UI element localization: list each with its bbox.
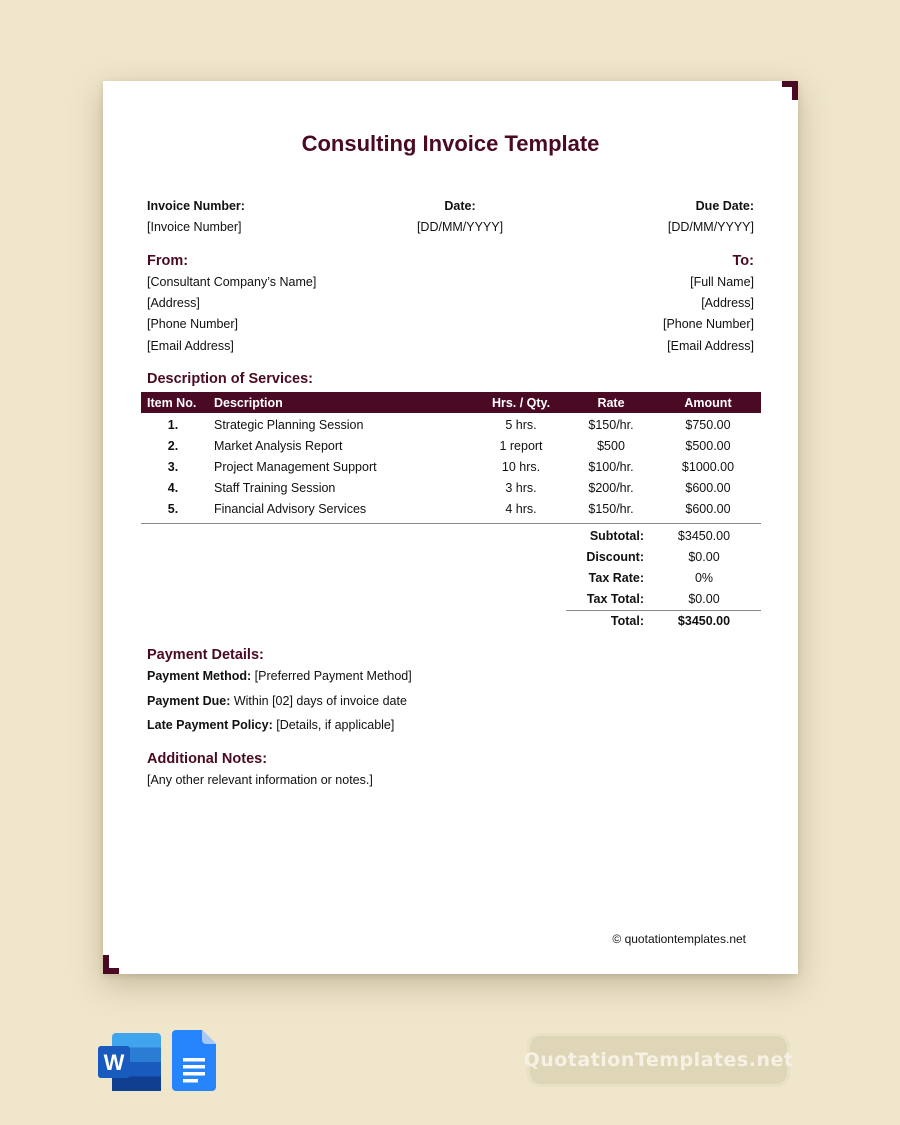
to-email: [Email Address]	[667, 339, 754, 353]
table-row	[141, 478, 761, 499]
from-heading: From:	[147, 253, 189, 269]
discount-value: $0.00	[688, 550, 720, 564]
item-rate: $150/hr.	[588, 418, 634, 432]
item-amount: $500.00	[685, 439, 731, 453]
subtotal-row	[566, 526, 761, 547]
payment-due-prefix: Within	[233, 694, 269, 708]
payment-due-days: [02]	[272, 694, 293, 708]
payment-method-label: Payment Method:	[147, 669, 252, 683]
brand-badge: QuotationTemplates.net	[527, 1033, 790, 1087]
item-description: Market Analysis Report	[214, 439, 343, 453]
subtotal-value: $3450.00	[677, 529, 731, 543]
tax-rate-label: Tax Rate:	[588, 571, 644, 585]
tax-total-row	[566, 589, 761, 610]
table-row	[141, 415, 761, 436]
tax-rate-value: 0%	[694, 571, 714, 585]
notes-text: [Any other relevant information or notes.]	[147, 773, 373, 787]
google-docs-icon[interactable]	[172, 1030, 216, 1091]
invoice-number-value: [Invoice Number]	[147, 220, 242, 234]
table-row	[141, 499, 761, 520]
services-heading: Description of Services:	[147, 371, 313, 387]
item-qty: 1 report	[499, 439, 543, 453]
header-description: Description	[214, 396, 283, 410]
header-item-no: Item No.	[147, 396, 197, 410]
item-amount: $600.00	[685, 481, 731, 495]
item-qty: 4 hrs.	[505, 502, 537, 516]
from-company-name: [Consultant Company’s Name]	[147, 275, 317, 289]
item-qty: 5 hrs.	[505, 418, 537, 432]
table-row	[141, 436, 761, 457]
payment-method-value: [Preferred Payment Method]	[254, 669, 412, 683]
date-label: Date:	[444, 199, 476, 213]
due-date-label: Due Date:	[695, 199, 754, 213]
late-policy-line	[147, 718, 394, 732]
to-address: [Address]	[701, 296, 754, 310]
due-date-value: [DD/MM/YYYY]	[667, 220, 754, 234]
notes-heading: Additional Notes:	[147, 751, 268, 767]
item-description: Financial Advisory Services	[214, 502, 367, 516]
to-full-name: [Full Name]	[690, 275, 754, 289]
tax-total-label: Tax Total:	[586, 592, 644, 606]
corner-ornament-top-right	[782, 81, 798, 100]
total-row	[566, 611, 761, 632]
item-description: Project Management Support	[214, 460, 377, 474]
item-amount: $600.00	[685, 502, 731, 516]
item-rate: $100/hr.	[588, 460, 634, 474]
invoice-number-label: Invoice Number:	[147, 199, 245, 213]
discount-label: Discount:	[586, 550, 644, 564]
payment-due-suffix: days of invoice date	[296, 694, 407, 708]
item-number: 3.	[167, 460, 179, 474]
item-rate: $500	[597, 439, 625, 453]
item-number: 1.	[167, 418, 179, 432]
discount-row	[566, 547, 761, 568]
item-qty: 10 hrs.	[501, 460, 541, 474]
from-address: [Address]	[147, 296, 200, 310]
header-qty: Hrs. / Qty.	[491, 396, 551, 410]
page-title: Consulting Invoice Template	[301, 131, 600, 156]
item-qty: 3 hrs.	[505, 481, 537, 495]
payment-due-line	[147, 694, 407, 708]
total-label: Total:	[610, 614, 644, 628]
from-email: [Email Address]	[147, 339, 234, 353]
item-number: 2.	[167, 439, 179, 453]
word-icon[interactable]	[98, 1033, 161, 1091]
payment-heading: Payment Details:	[147, 647, 264, 663]
total-value: $3450.00	[677, 614, 731, 628]
from-phone: [Phone Number]	[147, 317, 239, 331]
date-value: [DD/MM/YYYY]	[416, 220, 504, 234]
item-description: Strategic Planning Session	[214, 418, 364, 432]
to-phone: [Phone Number]	[662, 317, 754, 331]
payment-due-label: Payment Due:	[147, 694, 231, 708]
header-amount: Amount	[684, 396, 732, 410]
tax-rate-row	[566, 568, 761, 589]
invoice-page	[103, 81, 798, 974]
svg-text:W: W	[103, 1050, 125, 1075]
table-bottom-divider	[141, 523, 761, 524]
table-row	[141, 457, 761, 478]
subtotal-label: Subtotal:	[589, 529, 644, 543]
item-number: 4.	[167, 481, 179, 495]
late-policy-label: Late Payment Policy:	[147, 718, 273, 732]
item-rate: $200/hr.	[588, 481, 634, 495]
payment-method-line	[147, 669, 412, 683]
late-policy-value: [Details, if applicable]	[276, 718, 395, 732]
header-rate: Rate	[597, 396, 625, 410]
corner-ornament-bottom-left	[103, 955, 119, 974]
item-rate: $150/hr.	[588, 502, 634, 516]
item-amount: $750.00	[685, 418, 731, 432]
services-table-header	[141, 392, 761, 413]
item-amount: $1000.00	[681, 460, 735, 474]
item-number: 5.	[167, 502, 179, 516]
footer-copyright: © quotationtemplates.net	[612, 932, 746, 946]
to-heading: To:	[732, 253, 754, 269]
tax-total-value: $0.00	[688, 592, 720, 606]
item-description: Staff Training Session	[214, 481, 336, 495]
